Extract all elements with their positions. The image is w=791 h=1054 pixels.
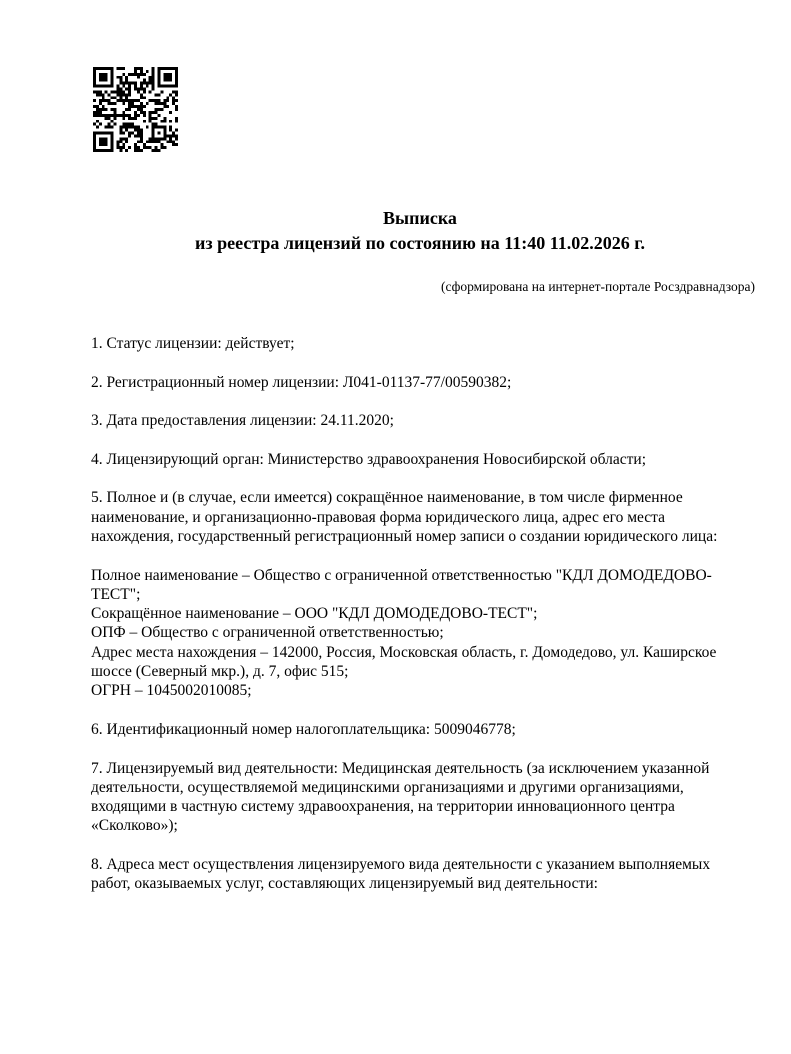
document-body — [91, 334, 749, 913]
paragraph-grant-date — [91, 411, 749, 430]
title-line-2: из реестра лицензий по состоянию на 11:40 11.02.2026 г. — [195, 233, 645, 253]
document-title — [91, 206, 749, 256]
paragraph-line: 5. Полное и (в случае, если имеется) сокращённое наименование, в том числе фирменное наименование, и организационно-правовая форма юридического лица, адрес его места нахождения, государственный регистрационный номер записи о создании юридического лица: — [91, 489, 718, 545]
entity-full-name: Полное наименование – Общество с ограниченной ответственностью "КДЛ ДОМОДЕДОВО-ТЕСТ"; — [91, 566, 712, 603]
paragraph-activity-addresses — [91, 855, 749, 894]
paragraph-entity-details — [91, 566, 749, 701]
paragraph-license-status — [91, 334, 749, 353]
paragraph-line: 2. Регистрационный номер лицензии: Л041-01137-77/00590382; — [91, 373, 512, 391]
title-line-1: Выписка — [383, 208, 457, 228]
paragraph-line: 6. Идентификационный номер налогоплательщика: 5009046778; — [91, 720, 516, 738]
paragraph-taxpayer-number — [91, 720, 749, 739]
paragraph-line: 1. Статус лицензии: действует; — [91, 335, 295, 352]
paragraph-line: 3. Дата предоставления лицензии: 24.11.2020; — [91, 412, 394, 430]
entity-address: Адрес места нахождения – 142000, Россия, Московская область, г. Домодедово, ул. Каширское шоссе (Северный мкр.), д. 7, офис 515; — [91, 643, 717, 681]
paragraph-line: 8. Адреса мест осуществления лицензируемого вида деятельности с указанием выполняемых работ, оказываемых услуг, составляющих лицензируемый вид деятельности: — [91, 856, 711, 893]
qr-code-icon — [93, 67, 178, 152]
entity-ogrn: ОГРН – 1045002010085; — [91, 682, 252, 700]
paragraph-line: 7. Лицензируемый вид деятельности: Медицинская деятельность (за исключением указанной деятельности, осуществляемой медицинскими организациями и другими организациями, входящими в частную систему здравоохранения, на территории инновационного центра «Сколково»); — [91, 759, 710, 835]
formed-note: (сформирована на интернет-портале Росздравнадзора) — [440, 279, 755, 294]
paragraph-entity-intro — [91, 488, 749, 546]
paragraph-licensed-activity — [91, 759, 749, 836]
qr-code-image — [93, 67, 178, 152]
paragraph-licensing-authority — [91, 450, 749, 469]
entity-short-name: Сокращённое наименование – ООО "КДЛ ДОМОДЕДОВО-ТЕСТ"; — [91, 605, 538, 623]
paragraph-registration-number — [91, 373, 749, 392]
entity-legal-form: ОПФ – Общество с ограниченной ответственностью; — [91, 624, 444, 642]
paragraph-line: 4. Лицензирующий орган: Министерство здравоохранения Новосибирской области; — [91, 450, 647, 468]
